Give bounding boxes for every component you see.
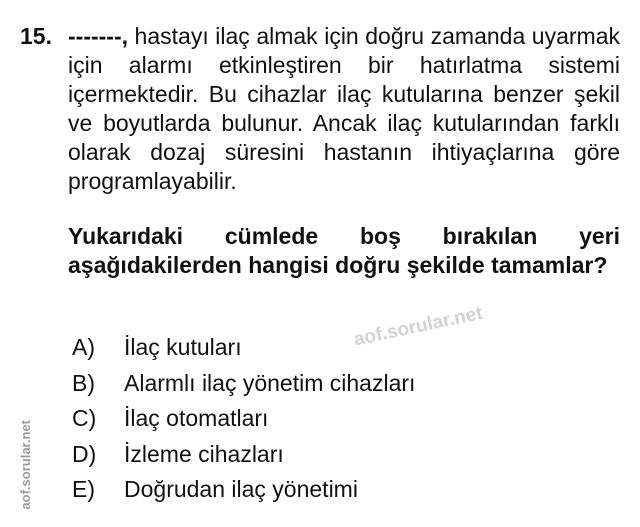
- option-letter: E): [72, 476, 95, 502]
- blank-placeholder: -------,: [68, 23, 129, 49]
- option-b[interactable]: [68, 366, 608, 402]
- question-stem: [68, 22, 620, 196]
- option-c[interactable]: [68, 401, 608, 437]
- option-letter: A): [72, 334, 95, 360]
- question-number: 15.: [20, 23, 52, 49]
- question-prompt: Yukarıdaki cümlede boş bırakılan yeri aşağıdakilerden hangisi doğru şekilde tamamlar?: [68, 223, 620, 278]
- question-stem-text: hastayı ilaç almak için doğru zamanda uyarmak için alarmı etkinleştiren bir hatırlatma sistemi içermektedir. Bu cihazlar ilaç kutularına benzer şekil ve boyutlarda bulunur. Ancak ilaç kutularından farklı olarak dozaj süresini hastanın ihtiyaçlarına göre programlayabilir.: [68, 23, 620, 194]
- option-a[interactable]: [68, 330, 608, 366]
- option-text: İlaç otomatları: [124, 405, 269, 431]
- answer-options: [68, 330, 608, 508]
- watermark-side: aof.sorular.net: [18, 420, 33, 510]
- option-letter: D): [72, 440, 97, 467]
- option-text: İzleme cihazları: [124, 440, 284, 467]
- option-e[interactable]: [68, 472, 608, 508]
- option-text: Alarmlı ilaç yönetim cihazları: [124, 369, 416, 396]
- option-d[interactable]: [68, 437, 608, 473]
- option-letter: B): [72, 369, 95, 396]
- option-text: İlaç kutuları: [124, 334, 242, 360]
- option-letter: C): [72, 405, 97, 431]
- option-text: Doğrudan ilaç yönetimi: [124, 476, 358, 502]
- watermark-center: aof.sorular.net: [352, 302, 485, 351]
